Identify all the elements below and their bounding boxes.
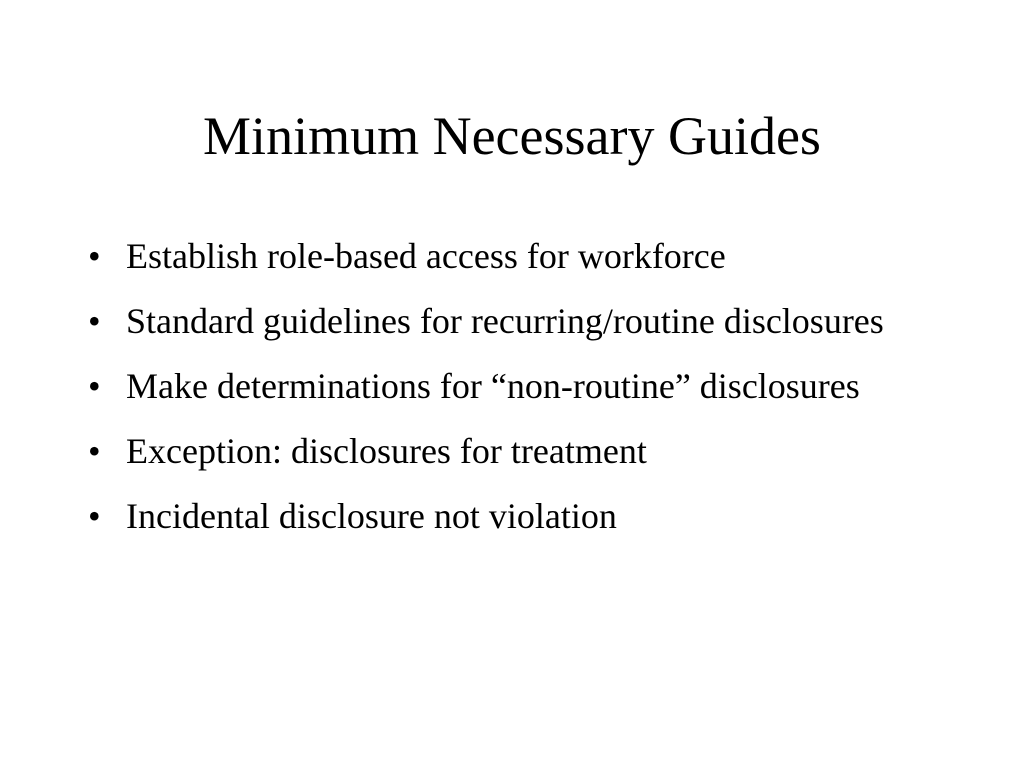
bullet-text: Exception: disclosures for treatment [126, 431, 647, 471]
bullet-text: Establish role-based access for workforce [126, 236, 726, 276]
bullet-marker: • [88, 496, 101, 536]
bullet-item-non-routine-determinations [88, 356, 928, 416]
bullet-text: Standard guidelines for recurring/routine disclosures [126, 301, 884, 341]
bullet-list [88, 226, 928, 551]
bullet-marker: • [88, 301, 101, 341]
bullet-item-incidental-disclosure [88, 486, 928, 546]
bullet-marker: • [88, 431, 101, 471]
bullet-text: Incidental disclosure not violation [126, 496, 617, 536]
bullet-text: Make determinations for “non-routine” disclosures [126, 366, 860, 406]
slide-title: Minimum Necessary Guides [203, 106, 821, 166]
bullet-marker: • [88, 236, 101, 276]
bullet-item-treatment-exception [88, 421, 928, 481]
bullet-item-role-based-access [88, 226, 928, 286]
bullet-marker: • [88, 366, 101, 406]
bullet-item-standard-guidelines [88, 291, 928, 351]
